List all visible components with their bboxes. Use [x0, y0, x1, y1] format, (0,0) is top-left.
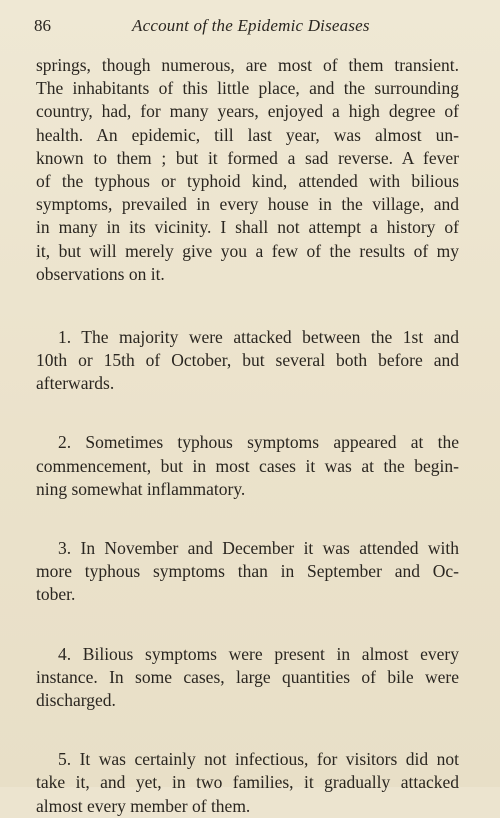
paragraph-observation-5: [36, 748, 459, 818]
paragraph-observation-2: [36, 431, 459, 501]
text-line: 2. Sometimes typhous symptoms appeared at the: [58, 432, 459, 453]
text-line: it, but will merely give you a few of the results of my: [36, 240, 459, 261]
text-line: afterwards.: [36, 373, 115, 394]
running-title: Account of the Epidemic Diseases: [132, 16, 370, 35]
text-line: observations on it.: [36, 263, 165, 284]
text-line: 4. Bilious symptoms were present in almost every: [58, 643, 459, 664]
text-line: commencement, but in most cases it was at the begin-: [36, 455, 459, 476]
text-line: instance. In some cases, large quantities of bile were: [36, 666, 459, 687]
running-header: [34, 14, 468, 40]
paragraph-observation-4: [36, 643, 459, 713]
text-line: 3. In November and December it was attended with: [58, 538, 459, 558]
text-line: country, had, for many years, enjoyed a high degree of: [36, 101, 459, 122]
paragraph-observation-1: [36, 326, 459, 396]
text-line: more typhous symptoms than in September and Oc-: [36, 561, 459, 582]
text-line: The inhabitants of this little place, and the surrounding: [36, 78, 459, 99]
text-line: known to them ; but it formed a sad reverse. A fever: [36, 147, 459, 168]
text-line: springs, though numerous, are most of them transient.: [36, 55, 459, 75]
text-line: tober.: [36, 584, 76, 605]
text-line: ning somewhat inflammatory.: [36, 478, 246, 499]
paragraph-intro: [36, 54, 459, 286]
page-body: [36, 54, 459, 818]
text-line: 1. The majority were attacked between the 1st and: [58, 326, 459, 347]
text-line: of the typhous or typhoid kind, attended with bilious: [36, 170, 459, 191]
text-line: in many in its vicinity. I shall not attempt a history of: [36, 217, 459, 238]
text-line: 5. It was certainly not infectious, for visitors did not: [58, 749, 459, 770]
text-line: health. An epidemic, till last year, was almost un-: [36, 124, 459, 145]
paragraph-observation-3: [36, 537, 459, 607]
text-line: symptoms, prevailed in every house in the village, and: [36, 194, 459, 215]
text-line: 10th or 15th of October, but several both before and: [36, 350, 459, 371]
page-number: 86: [34, 16, 51, 35]
text-line: almost every member of them.: [36, 795, 251, 816]
text-line: discharged.: [36, 689, 116, 710]
text-line: take it, and yet, in two families, it gradually attacked: [36, 772, 459, 793]
